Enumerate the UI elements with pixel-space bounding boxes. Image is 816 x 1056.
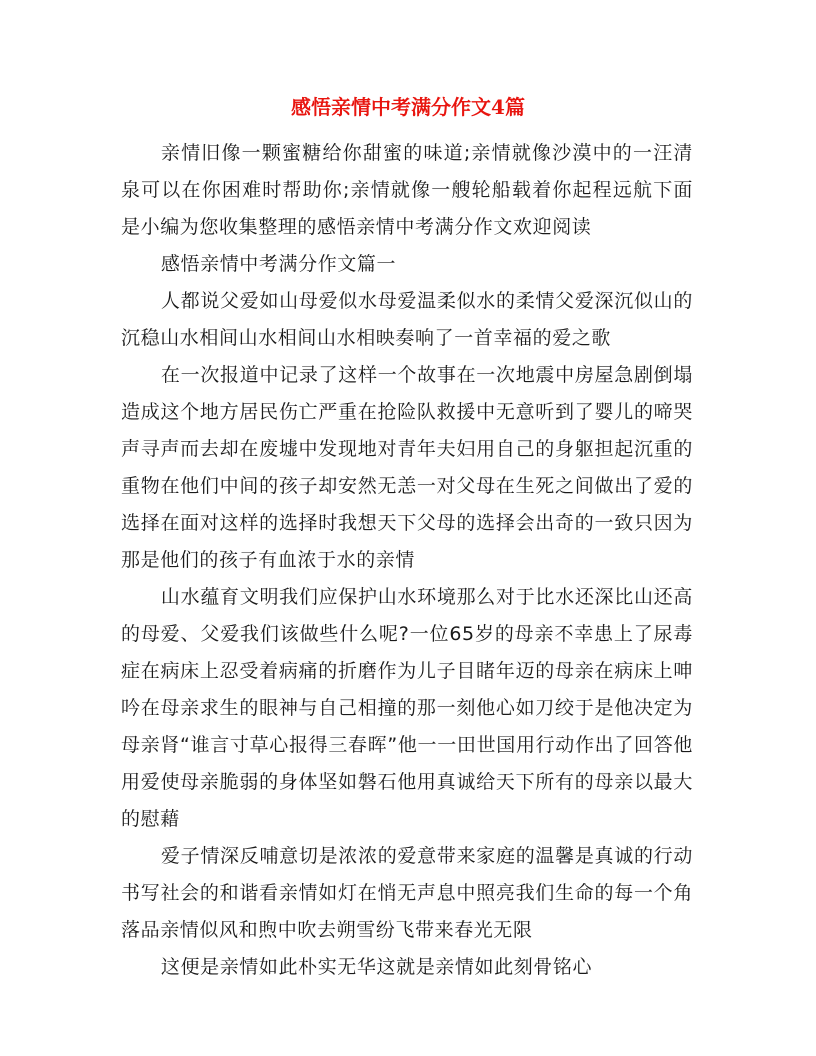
paragraph: 在一次报道中记录了这样一个故事在一次地震中房屋急剧倒塌造成这个地方居民伤亡严重在抢险队救援中无意听到了婴儿的啼哭声寻声而去却在废墟中发现地对青年夫妇用自己的身躯担起沉重的重物在他们中间的孩子却安然无恙一对父母在生死之间做出了爱的选择在面对这样的选择时我想天下父母的选择会出奇的一致只因为那是他们的孩子有血浓于水的亲情	[121, 364, 693, 571]
paragraph: 山水蕴育文明我们应保护山水环境那么对于比水还深比山还高的母爱、父爱我们该做些什么呢?一位65岁的母亲不幸患上了尿毒症在病床上忍受着病痛的折磨作为儿子目睹年迈的母亲在病床上呻吟在母亲求生的眼神与自己相撞的那一刻他心如刀绞于是他决定为母亲肾“谁言寸草心报得三春晖”他一一田世国用行动作出了回答他用爱使母亲脆弱的身体坚如磐石他用真诚给天下所有的母亲以最大的慰藉	[121, 586, 693, 830]
section-heading: 感悟亲情中考满分作文篇一	[160, 253, 397, 275]
paragraph: 这便是亲情如此朴实无华这就是亲情如此刻骨铭心	[160, 956, 593, 978]
paragraph: 人都说父爱如山母爱似水母爱温柔似水的柔情父爱深沉似山的沉稳山水相间山水相间山水相映奏响了一首幸福的爱之歌	[121, 290, 693, 349]
document-title: 感悟亲情中考满分作文4篇	[291, 95, 525, 119]
paragraph-intro: 亲情旧像一颗蜜糖给你甜蜜的味道;亲情就像沙漠中的一汪清泉可以在你困难时帮助你;亲情就像一艘轮船载着你起程远航下面是小编为您收集整理的感悟亲情中考满分作文欢迎阅读	[121, 142, 693, 238]
paragraph: 爱子情深反哺意切是浓浓的爱意带来家庭的温馨是真诚的行动书写社会的和谐看亲情如灯在悄无声息中照亮我们生命的每一个角落品亲情似风和煦中吹去朔雪纷飞带来春光无限	[121, 845, 693, 941]
document-body	[121, 135, 693, 986]
